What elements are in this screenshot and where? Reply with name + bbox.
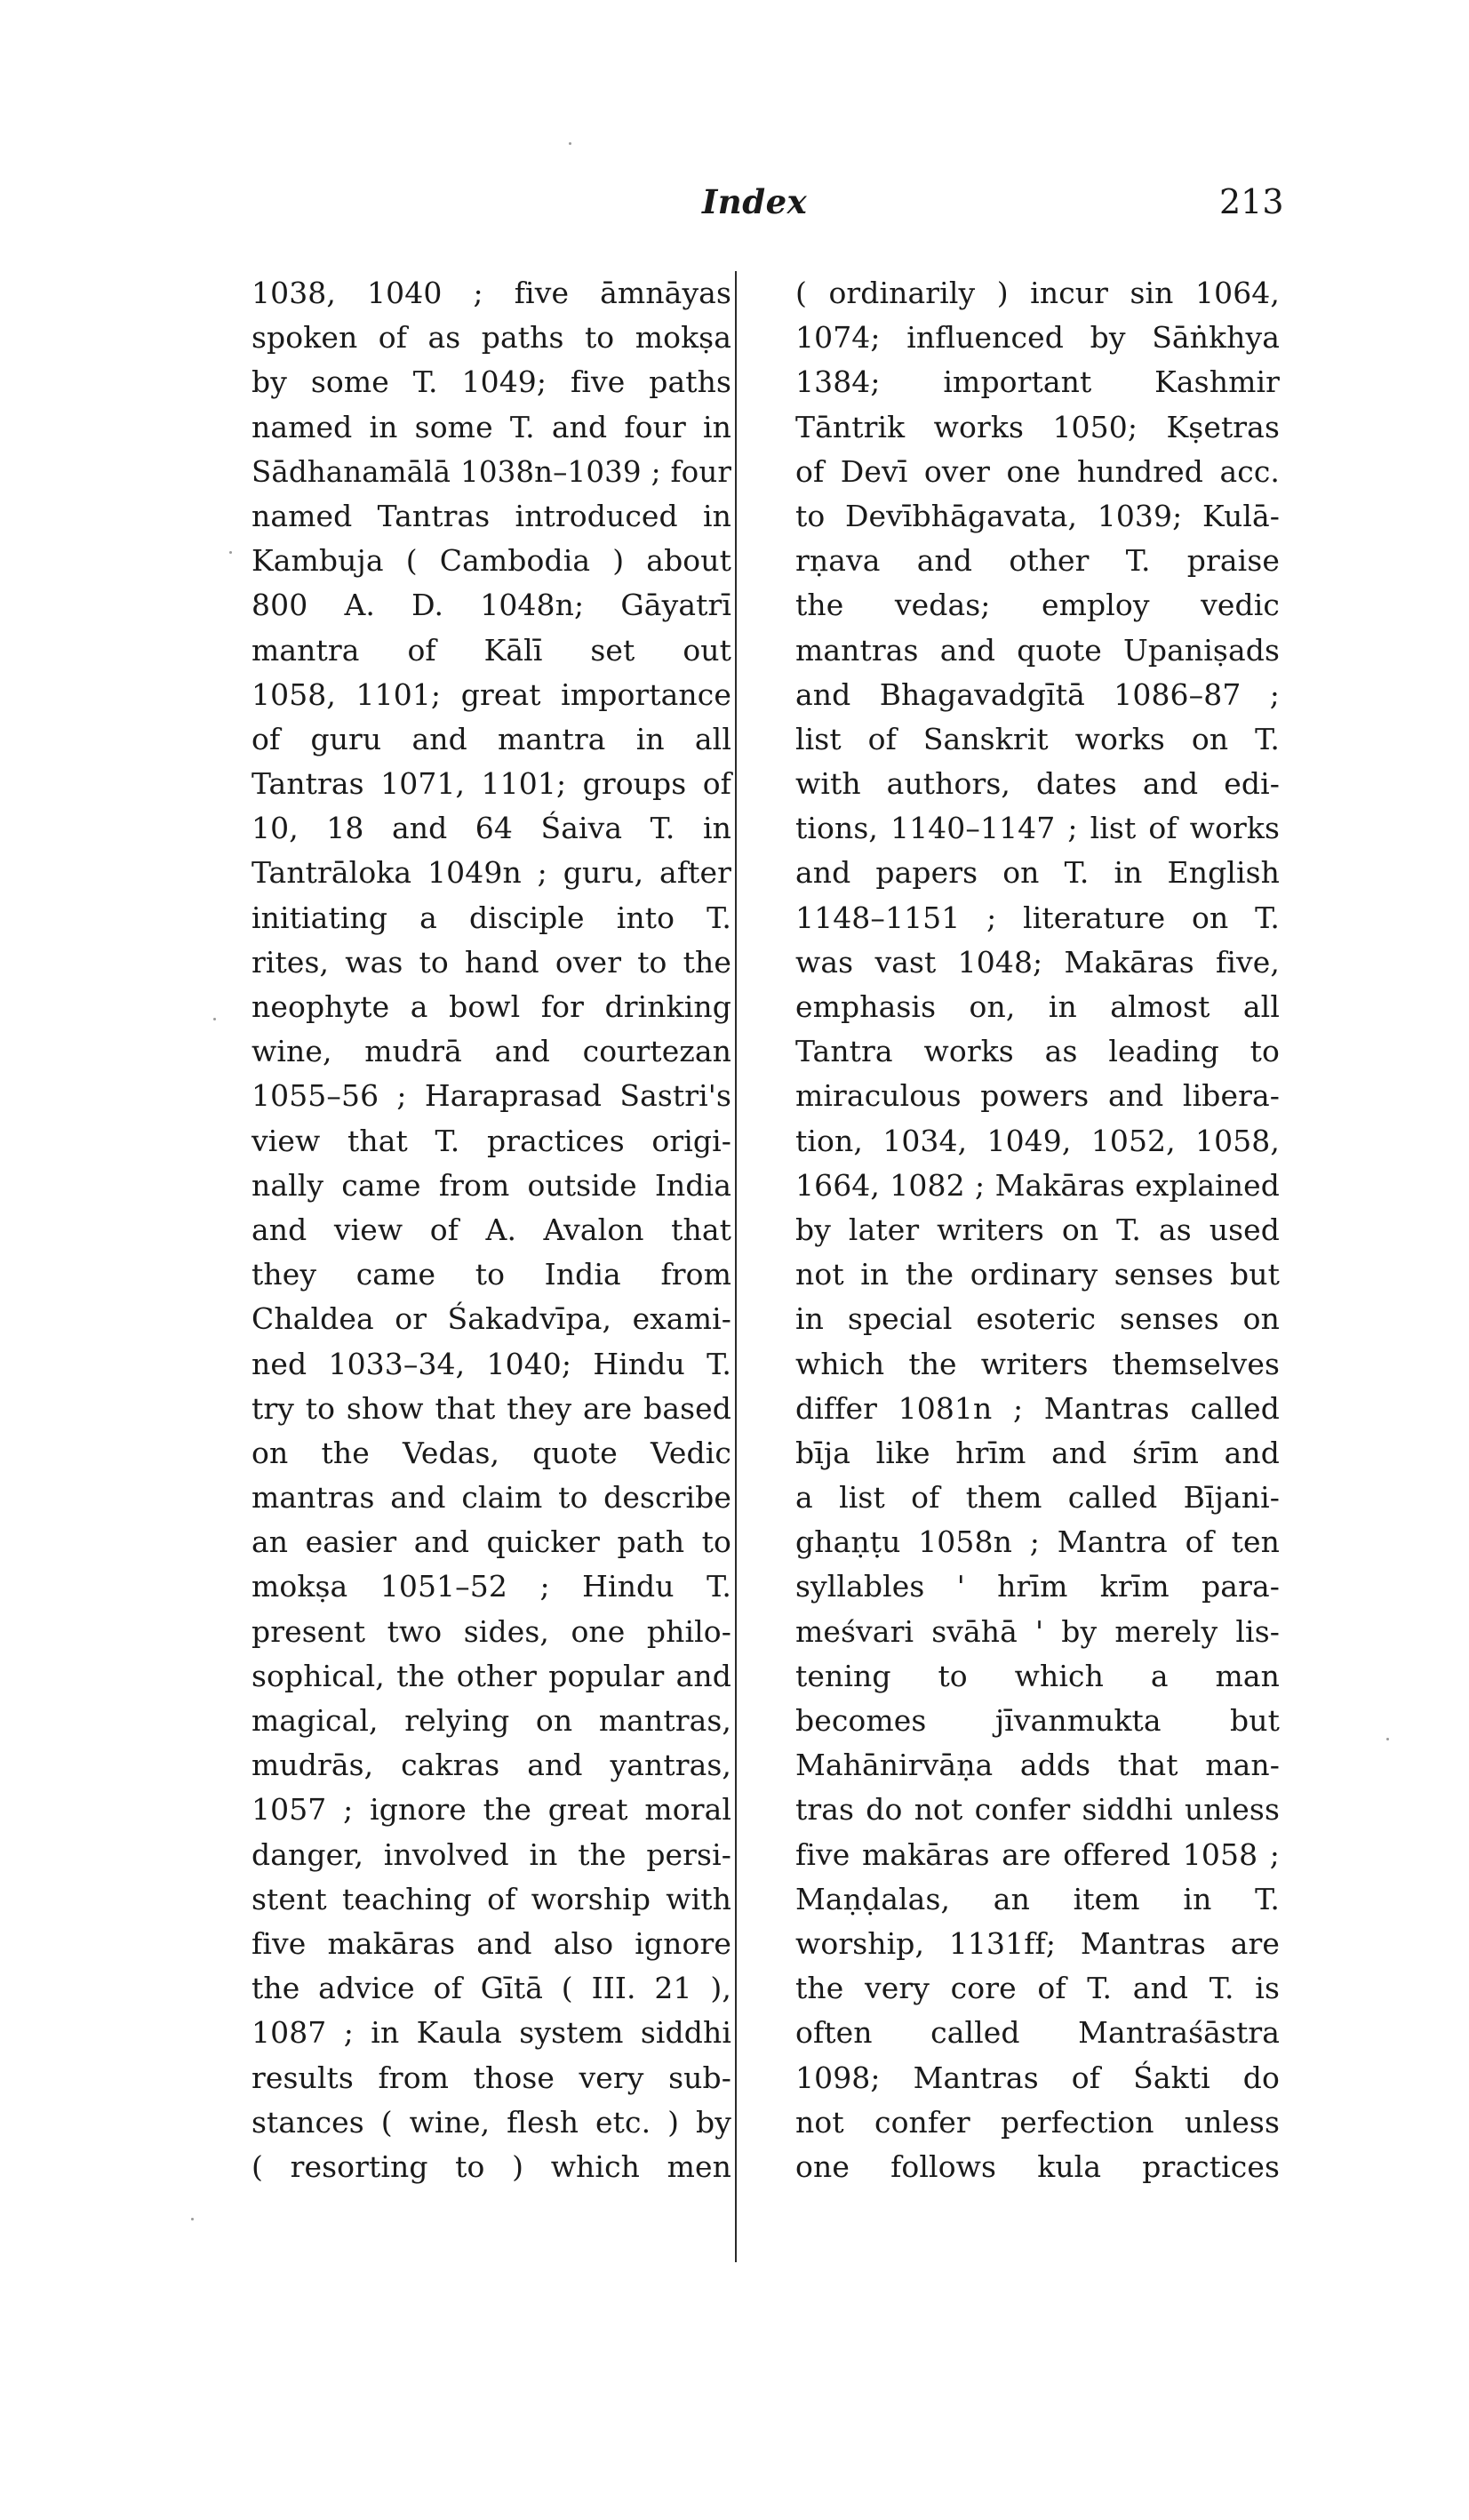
index-line: tion, 1034, 1049, 1052, 1058, (795, 1123, 1280, 1158)
page-speck (1386, 1738, 1389, 1740)
index-line: spoken of as paths to mokṣa (251, 320, 731, 356)
index-line: tras do not confer siddhi unless (795, 1792, 1280, 1828)
index-line: which the writers themselves (795, 1346, 1280, 1381)
running-head (0, 182, 1469, 236)
index-line: by some T. 1049; five paths (251, 364, 731, 400)
index-line: initiating a disciple into T. (251, 900, 731, 935)
page-number: 213 (1219, 182, 1284, 221)
index-line: 1055–56 ; Haraprasad Sastri's (251, 1078, 731, 1114)
index-line: ned 1033–34, 1040; Hindu T. (251, 1346, 731, 1381)
index-line: Maṇḍalas, an item in T. (795, 1881, 1280, 1916)
index-line: named Tantras introduced in (251, 498, 731, 533)
index-line: the advice of Gītā ( III. 21 ), (251, 1971, 731, 2006)
index-line: sophical, the other popular and (251, 1658, 731, 1693)
index-line: list of Sanskrit works on T. (795, 721, 1280, 756)
index-line: magical, relying on mantras, (251, 1703, 731, 1738)
index-line: ( ordinarily ) incur sin 1064, (795, 276, 1280, 310)
index-line: of guru and mantra in all (251, 721, 731, 756)
index-line: an easier and quicker path to (251, 1524, 731, 1560)
index-line: and Bhagavadgītā 1086–87 ; (795, 676, 1280, 712)
index-line: try to show that they are based (251, 1390, 731, 1426)
index-line: rites, was to hand over to the (251, 944, 731, 980)
index-line: the vedas; employ vedic (795, 588, 1280, 623)
index-line: 1148–1151 ; literature on T. (795, 900, 1280, 935)
index-line: wine, mudrā and courtezan (251, 1034, 731, 1069)
index-line: becomes jīvanmukta but (795, 1703, 1280, 1738)
index-line: to Devībhāgavata, 1039; Kulā- (795, 498, 1280, 533)
index-line: Sādhanamālā 1038n–1039 ; four (251, 454, 731, 489)
index-line: 1087 ; in Kaula system siddhi (251, 2015, 731, 2051)
index-line: in special esoteric senses on (795, 1301, 1280, 1337)
right-column (795, 271, 1280, 2189)
index-line: tening to which a man (795, 1658, 1280, 1693)
index-line: by later writers on T. as used (795, 1212, 1280, 1247)
page-speck (191, 2218, 194, 2220)
index-line: stances ( wine, flesh etc. ) by (251, 2104, 731, 2140)
index-line: the very core of T. and T. is (795, 1971, 1280, 2006)
index-line: view that T. practices origi- (251, 1123, 731, 1158)
index-line: Chaldea or Śakadvīpa, exami- (251, 1301, 731, 1337)
index-line: nally came from outside India (251, 1167, 731, 1203)
column-divider (735, 271, 737, 2262)
index-line: 800 A. D. 1048n; Gāyatrī (251, 588, 731, 623)
index-line: Tantrāloka 1049n ; guru, after (251, 855, 731, 891)
index-line: not confer perfection unless (795, 2104, 1280, 2140)
index-line: syllables ' hrīm krīm para- (795, 1569, 1280, 1604)
index-line: of Devī over one hundred acc. (795, 453, 1280, 489)
index-line: ( resorting to ) which men (251, 2148, 731, 2184)
index-line: neophyte a bowl for drinking (251, 989, 731, 1024)
index-line: 1058, 1101; great importance (251, 676, 731, 712)
page-speck (569, 142, 571, 145)
index-line: five makāras are offered 1058 ; (795, 1836, 1280, 1872)
index-line: danger, involved in the persi- (251, 1836, 731, 1872)
index-line: 1057 ; ignore the great moral (251, 1792, 731, 1828)
index-line: 10, 18 and 64 Śaiva T. in (251, 811, 731, 846)
index-line: mantra of Kālī set out (251, 632, 731, 668)
index-line: tions, 1140–1147 ; list of works (795, 811, 1280, 846)
index-line: 1384; important Kashmir (795, 364, 1280, 400)
index-line: rṇava and other T. praise (795, 543, 1280, 579)
index-line: and papers on T. in English (795, 855, 1280, 891)
index-line: with authors, dates and edi- (795, 766, 1280, 802)
index-line: ghaṇṭu 1058n ; Mantra of ten (795, 1524, 1280, 1560)
index-line: 1074; influenced by Sāṅkhya (795, 320, 1280, 356)
index-line: five makāras and also ignore (251, 1925, 731, 1961)
index-line: Tāntrik works 1050; Kṣetras (795, 409, 1280, 444)
index-line: present two sides, one philo- (251, 1613, 731, 1649)
index-line: 1664, 1082 ; Makāras explained (795, 1167, 1280, 1203)
index-line: a list of them called Bījani- (795, 1480, 1280, 1516)
left-column (251, 271, 731, 2189)
index-line: Kambuja ( Cambodia ) about (251, 543, 731, 579)
index-line: 1098; Mantras of Śakti do (795, 2060, 1280, 2095)
index-line: mantras and claim to describe (251, 1480, 731, 1516)
index-line: stent teaching of worship with (251, 1881, 731, 1916)
index-line: and view of A. Avalon that (251, 1212, 731, 1247)
index-line: emphasis on, in almost all (795, 989, 1280, 1024)
index-line: meśvari svāhā ' by merely lis- (795, 1613, 1280, 1649)
index-line: Tantra works as leading to (795, 1034, 1280, 1069)
index-line: 1038, 1040 ; five āmnāyas (251, 276, 731, 310)
index-line: mokṣa 1051–52 ; Hindu T. (251, 1569, 731, 1604)
index-line: miraculous powers and libera- (795, 1078, 1280, 1114)
index-line: mudrās, cakras and yantras, (251, 1748, 731, 1783)
page-speck (229, 551, 232, 554)
index-line: Tantras 1071, 1101; groups of (251, 766, 731, 802)
index-line: on the Vedas, quote Vedic (251, 1435, 731, 1470)
index-line: was vast 1048; Makāras five, (795, 944, 1280, 980)
index-line: differ 1081n ; Mantras called (795, 1390, 1280, 1426)
index-line: named in some T. and four in (251, 409, 731, 444)
index-line: one follows kula practices (795, 2148, 1280, 2184)
index-line: they came to India from (251, 1257, 731, 1292)
index-line: often called Mantraśāstra (795, 2015, 1280, 2051)
index-line: bīja like hrīm and śrīm and (795, 1435, 1280, 1470)
running-title: Index (702, 182, 808, 221)
page-speck (213, 1018, 216, 1020)
index-line: worship, 1131ff; Mantras are (795, 1925, 1280, 1961)
index-line: Mahānirvāṇa adds that man- (795, 1748, 1280, 1783)
index-line: mantras and quote Upaniṣads (795, 632, 1280, 668)
index-line: results from those very sub- (251, 2060, 731, 2095)
index-line: not in the ordinary senses but (795, 1257, 1280, 1292)
